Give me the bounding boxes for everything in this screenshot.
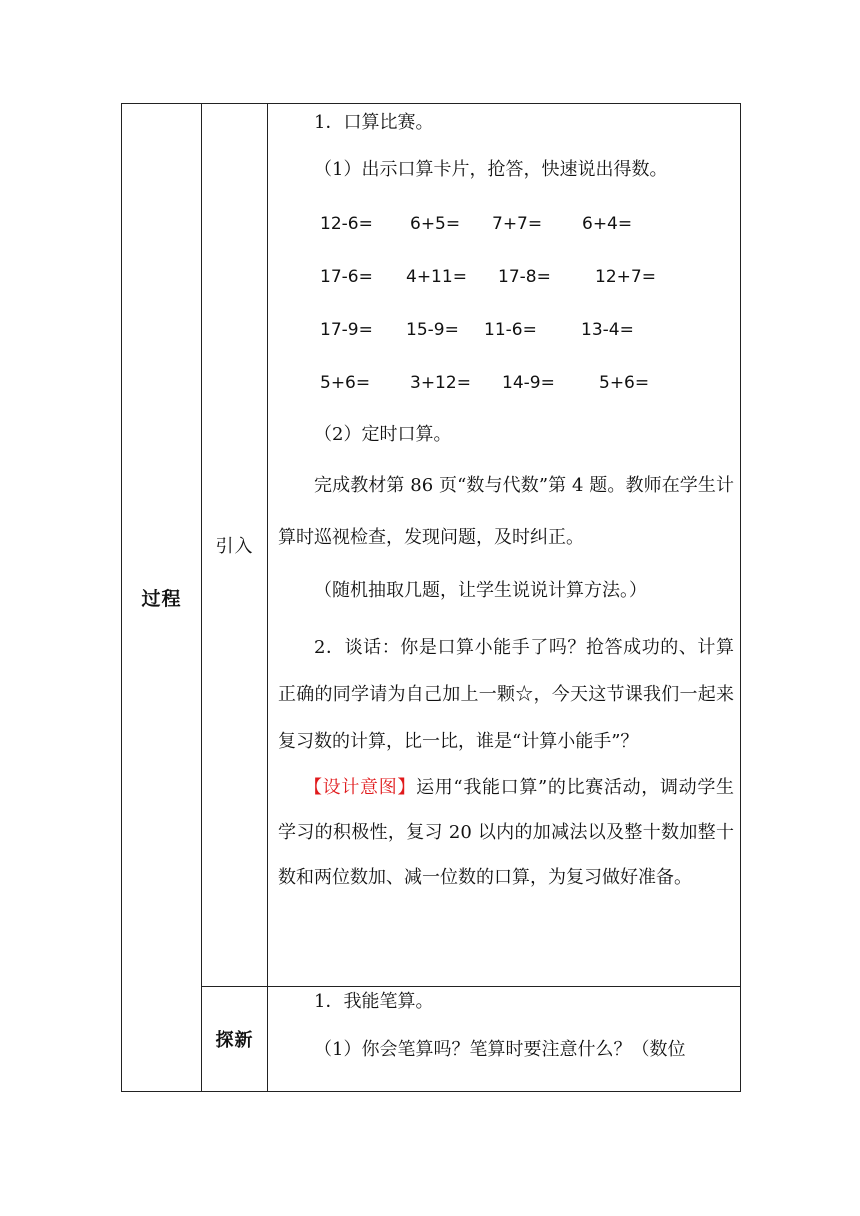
math-item: 6+5= <box>410 214 461 234</box>
math-item: 17-9= <box>320 320 373 340</box>
math-item: 3+12= <box>410 373 471 393</box>
intro-note: （随机抽取几题，让学生说说计算方法。） <box>314 580 647 601</box>
math-row-3 <box>278 304 734 357</box>
intro-talk: 2．谈话：你是口算小能手了吗？抢答成功的、计算正确的同学请为自己加上一颗☆，今天这节课我们一起来复习数的计算，比一比，谁是“计算小能手”？ <box>278 637 734 752</box>
math-item: 14-9= <box>502 373 555 393</box>
section-label-cell-intro <box>202 104 268 987</box>
section-label-cell-explore <box>202 987 268 1092</box>
section-label-intro: 引入 <box>215 536 254 557</box>
math-item: 4+11= <box>406 267 467 287</box>
math-item: 13-4= <box>581 320 634 340</box>
section-content-explore <box>268 987 741 1092</box>
intro-heading: 1．口算比赛。 <box>314 112 434 133</box>
section-content-intro <box>268 104 741 987</box>
math-item: 17-8= <box>498 267 551 287</box>
lesson-plan-table <box>121 103 741 1092</box>
design-intent-text: 运用“我能口算”的比赛活动，调动学生学习的积极性，复习 20 以内的加减法以及整十数加整十数和两位数加、减一位数的口算，为复习做好准备。 <box>278 777 735 888</box>
math-item: 15-9= <box>406 320 459 340</box>
math-row-4 <box>278 357 734 410</box>
design-intent-tag: 【设计意图】 <box>304 777 417 798</box>
math-item: 17-6= <box>320 267 373 287</box>
math-item: 6+4= <box>582 214 633 234</box>
math-item: 11-6= <box>484 320 537 340</box>
intro-step1: （1）出示口算卡片，抢答，快速说出得数。 <box>314 159 668 180</box>
math-item: 5+6= <box>320 373 371 393</box>
math-row-2 <box>278 251 734 304</box>
explore-heading: 1．我能笔算。 <box>314 991 434 1012</box>
stage-label: 过程 <box>141 588 182 610</box>
intro-step2: （2）定时口算。 <box>314 424 452 445</box>
math-item: 5+6= <box>599 373 650 393</box>
math-row-1 <box>278 198 734 251</box>
design-intent <box>278 765 734 906</box>
explore-step1: （1）你会笔算吗？笔算时要注意什么？（数位 <box>314 1039 686 1060</box>
math-item: 12+7= <box>595 267 656 287</box>
stage-cell <box>122 104 202 1092</box>
math-item: 12-6= <box>320 214 373 234</box>
math-item: 7+7= <box>492 214 543 234</box>
intro-task: 完成教材第 86 页“数与代数”第 4 题。教师在学生计算时巡视检查，发现问题，及时纠正。 <box>278 475 734 548</box>
section-label-explore: 探新 <box>215 1030 254 1051</box>
